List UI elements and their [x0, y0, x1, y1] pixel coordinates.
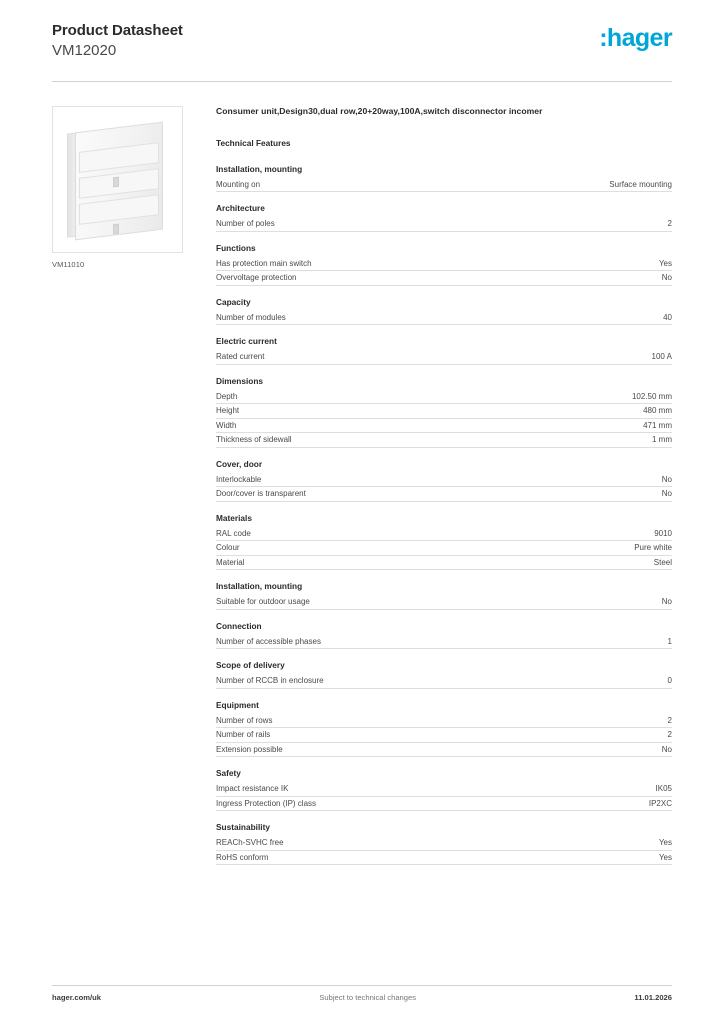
spec-group [216, 297, 672, 326]
spec-value: No [661, 597, 672, 606]
spec-group-heading: Functions [216, 242, 256, 253]
spec-row [216, 595, 672, 610]
spec-value: Pure white [634, 543, 672, 552]
page-header [52, 0, 672, 61]
page-footer [52, 985, 672, 1002]
spec-row [216, 728, 672, 743]
spec-row [216, 635, 672, 650]
spec-label: Door/cover is transparent [216, 489, 306, 498]
spec-label: Width [216, 420, 237, 430]
spec-row [216, 311, 672, 326]
spec-row [216, 797, 672, 812]
spec-value: Yes [658, 852, 672, 862]
spec-group-heading: Safety [216, 768, 241, 778]
spec-label: Number of modules [216, 312, 286, 322]
spec-group-heading: Architecture [216, 203, 265, 213]
spec-group-heading: Scope of delivery [216, 660, 285, 670]
spec-group [216, 459, 672, 502]
spec-row [216, 851, 672, 866]
spec-value: IP2XC [648, 798, 672, 808]
spec-row [216, 541, 672, 556]
unit-knob [113, 176, 119, 187]
spec-value: Steel [653, 557, 672, 567]
spec-value: Yes [658, 838, 672, 847]
spec-row [216, 487, 672, 502]
spec-row [216, 433, 672, 448]
spec-label: Number of poles [216, 219, 275, 228]
spec-label: Rated current [216, 352, 265, 361]
spec-row [216, 527, 672, 542]
spec-value: IK05 [655, 784, 672, 793]
spec-value: Yes [658, 258, 672, 268]
spec-value: 1 [667, 636, 672, 646]
consumer-unit-illustration [67, 121, 167, 239]
spec-row [216, 836, 672, 851]
spec-label: Number of accessible phases [216, 636, 321, 646]
spec-row [216, 556, 672, 571]
spec-value: 480 mm [643, 406, 672, 415]
footer-disclaimer: Subject to technical changes [319, 993, 417, 1002]
spec-group-heading: Capacity [216, 296, 251, 307]
spec-label: Has protection main switch [216, 258, 312, 268]
spec-label: Material [216, 557, 245, 567]
spec-row [216, 350, 672, 365]
spec-group [216, 768, 672, 811]
spec-label: Impact resistance IK [216, 784, 289, 793]
spec-value: No [661, 489, 672, 498]
spec-value: No [661, 273, 672, 282]
spec-label: Height [216, 406, 240, 415]
spec-value: No [661, 474, 672, 484]
spec-label: RoHS conform [216, 852, 269, 862]
spec-group [216, 660, 672, 689]
spec-group [216, 513, 672, 571]
spec-label: Number of rails [216, 730, 271, 739]
spec-value: 2 [667, 730, 672, 739]
spec-group [216, 243, 672, 286]
footer-content [52, 993, 672, 1002]
spec-label: Number of rows [216, 715, 273, 725]
product-image-caption: VM11010 [52, 259, 85, 269]
spec-value: 471 mm [643, 420, 672, 430]
spec-groups [216, 164, 672, 866]
spec-value: 0 [667, 676, 672, 685]
spec-row [216, 178, 672, 193]
spec-group-heading: Dimensions [216, 375, 264, 386]
spec-value: 2 [667, 715, 672, 725]
unit-knob [113, 223, 119, 234]
spec-group-heading: Electric current [216, 336, 277, 346]
spec-group [216, 376, 672, 448]
spec-label: RAL code [216, 528, 251, 538]
spec-value: 102.50 mm [631, 391, 672, 401]
spec-group [216, 164, 672, 193]
spec-label: Overvoltage protection [216, 273, 297, 282]
footer-date: 11.01.2026 [634, 993, 672, 1002]
product-image [52, 106, 183, 253]
spec-value: No [661, 744, 672, 754]
page-body [52, 82, 672, 877]
spec-label: Interlockable [216, 474, 262, 484]
spec-row [216, 217, 672, 232]
spec-value: 100 A [651, 352, 672, 361]
spec-row [216, 743, 672, 758]
spec-group [216, 822, 672, 865]
spec-row [216, 782, 672, 797]
spec-row [216, 271, 672, 286]
spec-label: Extension possible [216, 744, 283, 754]
spec-value: 1 mm [652, 435, 672, 444]
spec-value: 2 [667, 219, 672, 228]
spec-label: Thickness of sidewall [216, 435, 292, 444]
spec-value: Surface mounting [609, 179, 672, 189]
spec-label: Ingress Protection (IP) class [216, 798, 317, 808]
spec-row [216, 390, 672, 405]
spec-group [216, 581, 672, 610]
spec-row [216, 674, 672, 689]
spec-group [216, 203, 672, 232]
page-title: Product Datasheet [52, 22, 183, 39]
spec-row [216, 404, 672, 419]
spec-group-heading: Installation, mounting [216, 581, 303, 591]
spec-row [216, 419, 672, 434]
spec-group [216, 700, 672, 758]
spec-group-heading: Installation, mounting [216, 163, 303, 174]
spec-label: REACh-SVHC free [216, 838, 284, 847]
product-image-column [52, 106, 202, 877]
spec-group [216, 621, 672, 650]
spec-label: Depth [216, 391, 238, 401]
spec-group-heading: Equipment [216, 699, 259, 710]
spec-group [216, 336, 672, 365]
hager-logo: :hager [599, 24, 672, 52]
spec-group-heading: Materials [216, 512, 252, 523]
footer-divider [52, 985, 672, 986]
spec-value: 40 [663, 312, 672, 322]
spec-row [216, 257, 672, 272]
spec-label: Suitable for outdoor usage [216, 597, 310, 606]
spec-label: Number of RCCB in enclosure [216, 676, 324, 685]
title-block [52, 22, 183, 61]
spec-value: 9010 [654, 528, 672, 538]
product-description: Consumer unit,Design30,dual row,20+20way,100A,switch disconnector incomer [216, 105, 543, 116]
spec-row [216, 714, 672, 729]
spec-label: Mounting on [216, 179, 261, 189]
technical-features-heading: Technical Features [216, 137, 291, 148]
footer-website[interactable]: hager.com/uk [52, 993, 101, 1002]
spec-group-heading: Cover, door [216, 458, 263, 469]
spec-group-heading: Connection [216, 620, 262, 631]
spec-row [216, 473, 672, 488]
spec-label: Colour [216, 543, 240, 552]
product-reference: VM12020 [52, 41, 117, 59]
spec-group-heading: Sustainability [216, 822, 270, 832]
specifications-column [202, 106, 672, 877]
